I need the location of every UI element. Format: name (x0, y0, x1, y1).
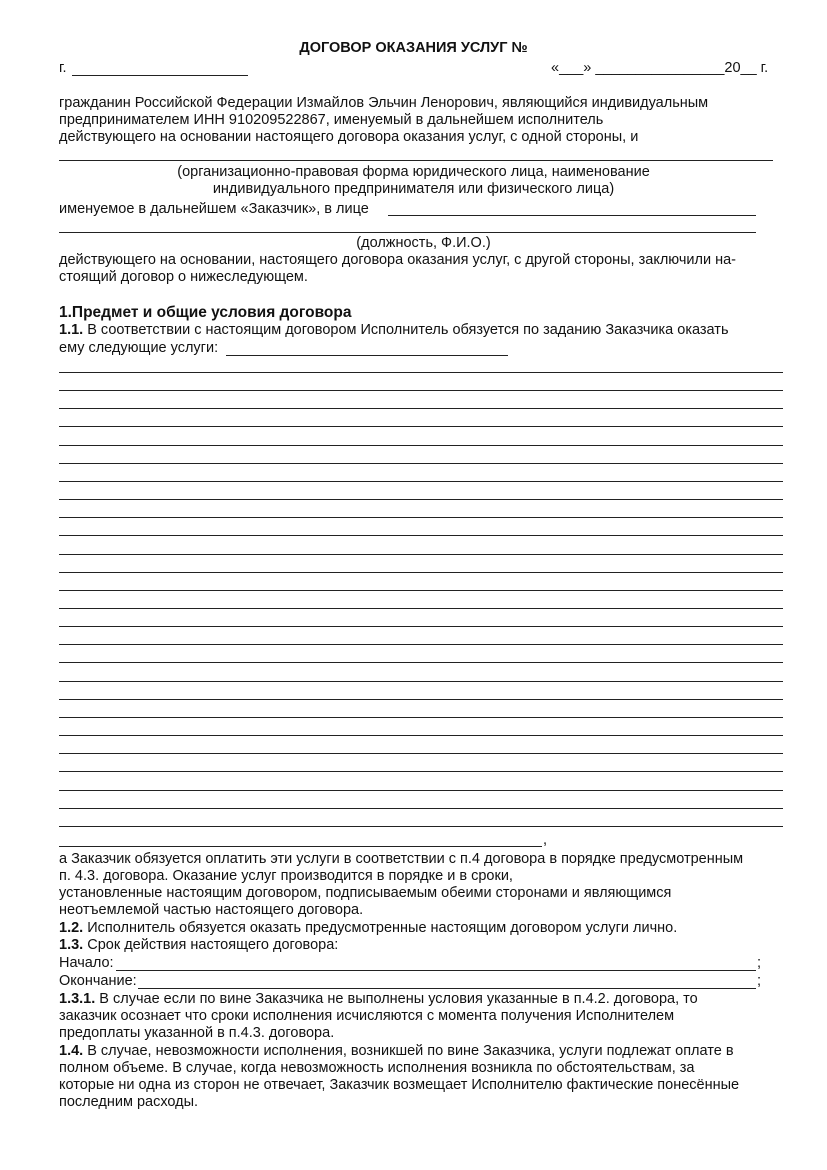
clause-1-1-text: В соответствии с настоящим договором Исполнитель обязуется по заданию Заказчика оказать (83, 322, 729, 338)
customer-named-text: именуемое в дальнейшем «Заказчик», в лице (59, 201, 369, 217)
start-label: Начало: (59, 955, 114, 971)
city-label: г. (59, 60, 67, 76)
services-blank-first[interactable] (226, 355, 508, 356)
clause-1-3-number: 1.3. (59, 937, 84, 953)
services-blank-line[interactable] (59, 771, 783, 772)
intro-line-1: гражданин Российской Федерации Измайлов Эльчин Ленорович, являющийся индивидуальным (59, 95, 709, 111)
services-blank-line[interactable] (59, 826, 783, 827)
position-caption: (должность, Ф.И.О.) (356, 235, 491, 251)
services-blank-line[interactable] (59, 445, 783, 446)
services-blank-line[interactable] (59, 808, 783, 809)
clause-1-3-1-line-2: заказчик осознает что сроки исполнения исчисляются с момента получения Исполнителем (59, 1008, 675, 1024)
services-label: ему следующие услуги: (59, 340, 219, 356)
services-blank-line[interactable] (59, 463, 783, 464)
services-blank-line[interactable] (59, 790, 783, 791)
clause-1-3-1 (59, 991, 698, 1008)
clause-1-3-1-line-3: предоплаты указанной в п.4.3. договора. (59, 1025, 335, 1041)
clause-1-3-1-line-1: В случае если по вине Заказчика не выполнены условия указанные в п.4.2. договора, то (95, 991, 698, 1007)
city-blank[interactable] (72, 75, 248, 76)
clause-1-2 (59, 920, 677, 937)
end-semicolon: ; (757, 973, 762, 989)
clause-1-4-line-2: полном объеме. В случае, когда невозможность исполнения возникла по обстоятельствам, за (59, 1060, 695, 1076)
services-blank-line[interactable] (59, 644, 783, 645)
form-caption-1: (организационно-правовая форма юридического лица, наименование (177, 164, 650, 180)
representative-blank[interactable] (388, 215, 756, 216)
clause-1-4-line-4: последним расходы. (59, 1094, 199, 1110)
services-blank-line[interactable] (59, 608, 783, 609)
start-semicolon: ; (757, 955, 762, 971)
clause-1-2-number: 1.2. (59, 920, 84, 936)
acting-line-2: стоящий договор о нижеследующем. (59, 269, 308, 285)
clause-1-4-number: 1.4. (59, 1043, 84, 1059)
services-blank-line[interactable] (59, 481, 783, 482)
clause-1-3 (59, 937, 338, 954)
clause-1-4 (59, 1043, 734, 1060)
date-field: «___» ________________20__ г. (551, 60, 769, 76)
services-blank-line[interactable] (59, 626, 783, 627)
services-blank-line[interactable] (59, 717, 783, 718)
services-blank-line[interactable] (59, 499, 783, 500)
services-blank-line[interactable] (59, 535, 783, 536)
services-blank-line[interactable] (59, 554, 783, 555)
services-blank-line[interactable] (59, 681, 783, 682)
services-blank-line[interactable] (59, 735, 783, 736)
customer-name-blank[interactable] (59, 160, 773, 161)
clause-1-4-line-3: которые ни одна из сторон не отвечает, Заказчик возмещает Исполнителю фактические понесённые (59, 1077, 740, 1093)
clause-1-2-text: Исполнитель обязуется оказать предусмотренные настоящим договором услуги лично. (83, 920, 678, 936)
section-1-heading: 1.Предмет и общие условия договора (59, 304, 352, 321)
document-title: ДОГОВОР ОКАЗАНИЯ УСЛУГ № (299, 40, 528, 56)
acting-line-1: действующего на основании, настоящего договора оказания услуг, с другой стороны, заключили на- (59, 252, 736, 268)
representative-blank-2[interactable] (59, 232, 756, 233)
services-blank-line[interactable] (59, 572, 783, 573)
intro-line-3: действующего на основании настоящего договора оказания услуг, с одной стороны, и (59, 129, 639, 145)
clause-1-3-1-number: 1.3.1. (59, 991, 96, 1007)
trailing-comma: , (543, 832, 548, 848)
services-blank-line[interactable] (59, 699, 783, 700)
clause-1-3-text: Срок действия настоящего договора: (83, 937, 339, 953)
services-blank-line[interactable] (59, 517, 783, 518)
form-caption-2: индивидуального предпринимателя или физического лица) (212, 181, 615, 197)
services-blank-line[interactable] (59, 662, 783, 663)
services-blank-line[interactable] (59, 753, 783, 754)
payment-line-1: а Заказчик обязуется оплатить эти услуги в соответствии с п.4 договора в порядке предусмотренным (59, 851, 744, 867)
payment-line-2: п. 4.3. договора. Оказание услуг производится в порядке и в сроки, (59, 868, 513, 884)
services-blank-line[interactable] (59, 372, 783, 373)
intro-line-2: предпринимателем ИНН 910209522867, именуемый в дальнейшем исполнитель (59, 112, 604, 128)
services-blank-last[interactable] (59, 846, 542, 847)
clause-1-4-line-1: В случае, невозможности исполнения, возникшей по вине Заказчика, услуги подлежат оплате в (83, 1043, 734, 1059)
payment-line-4: неотъемлемой частью настоящего договора. (59, 902, 364, 918)
clause-1-1 (59, 322, 729, 339)
end-label: Окончание: (59, 973, 137, 989)
services-blank-line[interactable] (59, 408, 783, 409)
services-blank-line[interactable] (59, 390, 783, 391)
start-date-blank[interactable] (116, 970, 756, 971)
end-date-blank[interactable] (138, 988, 756, 989)
services-blank-line[interactable] (59, 426, 783, 427)
clause-1-1-number: 1.1. (59, 322, 84, 338)
payment-line-3: установленные настоящим договором, подписываемым обеими сторонами и являющимся (59, 885, 672, 901)
services-blank-line[interactable] (59, 590, 783, 591)
